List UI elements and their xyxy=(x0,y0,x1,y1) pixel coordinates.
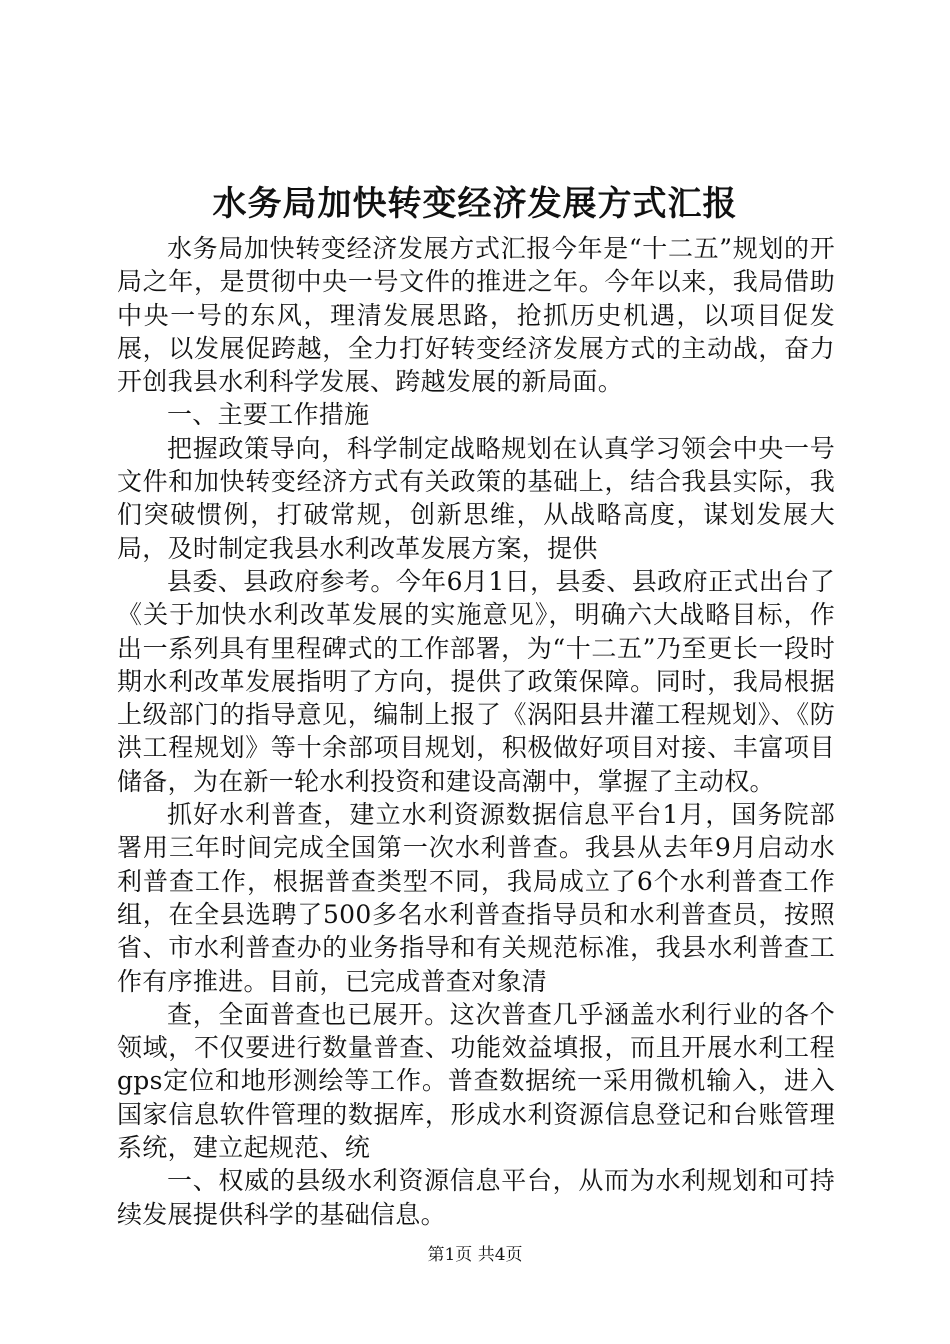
document-title: 水务局加快转变经济发展方式汇报 xyxy=(212,184,738,224)
paragraph-policy-guidance: 把握政策导向，科学制定战略规划在认真学习领会中央一号文件和加快转变经济方式有关政策的基础上，结合我县实际，我们突破惯例，打破常规，创新思维，从战略高度，谋划发展大局，及时制定我县水利改革发展方案，提供 xyxy=(117,433,835,563)
section-heading-main-measures: 一、主要工作措施 xyxy=(167,400,370,430)
page-number-footer: 第1页 共4页 xyxy=(427,1245,523,1265)
paragraph-census-progress: 查，全面普查也已展开。这次普查几乎涵盖水利行业的各个领域，不仅要进行数量普查、功能效益填报，而且开展水利工程gps定位和地形测绘等工作。普查数据统一采用微机输入，进入国家信息软件管理的数据库，形成水利资源信息登记和台账管理系统，建立起规范、统 xyxy=(117,999,835,1163)
document-body xyxy=(117,232,835,1231)
paragraph-water-census: 抓好水利普查，建立水利资源数据信息平台1月，国务院部署用三年时间完成全国第一次水利普查。我县从去年9月启动水利普查工作，根据普查类型不同，我局成立了6个水利普查工作组，在全县选聘了500多名水利普查指导员和水利普查员，按照省、市水利普查办的业务指导和有关规范标准，我县水利普查工作有序推进。目前，已完成普查对象清 xyxy=(117,800,835,996)
paragraph-intro: 水务局加快转变经济发展方式汇报今年是“十二五”规划的开局之年，是贯彻中央一号文件的推进之年。今年以来，我局借助中央一号的东风，理清发展思路，抢抓历史机遇，以项目促发展，以发展促跨越，全力打好转变经济发展方式的主动战，奋力开创我县水利科学发展、跨越发展的新局面。 xyxy=(117,234,835,397)
paragraph-county-reference: 县委、县政府参考。今年6月1日，县委、县政府正式出台了《关于加快水利改革发展的实施意见》，明确六大战略目标，作出一系列具有里程碑式的工作部署，为“十二五”乃至更长一段时期水利改革发展指明了方向，提供了政策保障。同时，我局根据上级部门的指导意见，编制上报了《涡阳县井灌工程规划》、《防洪工程规划》等十余部项目规划，积极做好项目对接、丰富项目储备，为在新一轮水利投资和建设高潮中，掌握了主动权。 xyxy=(117,566,835,796)
paragraph-information-platform: 一、权威的县级水利资源信息平台，从而为水利规划和可持续发展提供科学的基础信息。 xyxy=(117,1166,835,1229)
